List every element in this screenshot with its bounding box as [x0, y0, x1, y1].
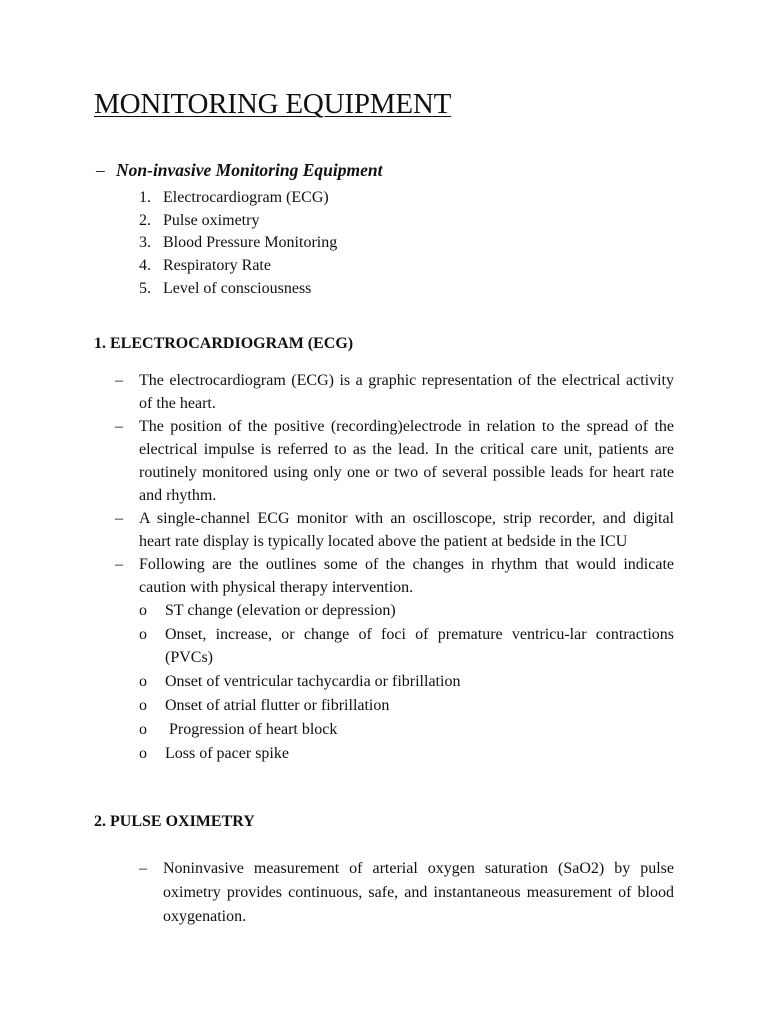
sub-list-item — [139, 742, 674, 765]
list-item — [139, 232, 337, 255]
circle-bullet-icon: o — [139, 745, 147, 762]
sub-list-text: Onset of ventricular tachycardia or fibrillation — [165, 673, 461, 690]
list-item — [139, 278, 337, 301]
circle-bullet-icon: o — [139, 697, 147, 714]
bullet-text: The electrocardiogram (ECG) is a graphic representation of the electrical activity of the heart. — [139, 372, 674, 412]
sub-list-text: Progression of heart block — [165, 721, 338, 738]
ecg-bullet-list — [115, 369, 674, 766]
circle-bullet-icon: o — [139, 673, 147, 690]
list-number: 4. — [139, 257, 151, 275]
list-number: 3. — [139, 234, 151, 252]
list-item — [139, 255, 337, 278]
sub-list-item — [139, 694, 674, 717]
bullet-text: Following are the outlines some of the changes in rhythm that would indicate caution with physical therapy intervention. — [139, 556, 674, 596]
bullet-item — [115, 553, 674, 765]
subheading-text: Non-invasive Monitoring Equipment — [116, 160, 383, 180]
list-text: Respiratory Rate — [163, 257, 271, 275]
list-item — [139, 187, 337, 210]
circle-bullet-icon: o — [139, 721, 147, 738]
list-item — [139, 210, 337, 233]
circle-bullet-icon: o — [139, 602, 147, 619]
circle-bullet-icon: o — [139, 626, 147, 643]
subheading-dash: – — [96, 160, 105, 180]
list-text: Pulse oximetry — [163, 211, 260, 229]
sub-list-text: Onset of atrial flutter or fibrillation — [165, 697, 390, 714]
bullet-text: Noninvasive measurement of arterial oxygen saturation (SaO2) by pulse oximetry provides continuous, safe, and instantaneous measurement of blood oxygenation. — [163, 860, 674, 925]
sub-list-item — [139, 718, 674, 741]
page-title: MONITORING EQUIPMENT — [94, 88, 452, 120]
sub-list-text: Onset, increase, or change of foci of premature ventricu-lar contractions (PVCs) — [165, 626, 674, 666]
sub-list-item — [139, 623, 674, 669]
section-heading-pulse-oximetry: 2. PULSE OXIMETRY — [94, 813, 255, 830]
bullet-item — [115, 507, 674, 553]
sub-list-item — [139, 599, 674, 622]
subheading — [96, 160, 382, 181]
bullet-dash: – — [115, 556, 123, 573]
sub-list-text: ST change (elevation or depression) — [165, 602, 396, 619]
list-text: Level of consciousness — [163, 279, 312, 297]
numbered-list — [139, 187, 337, 301]
list-number: 2. — [139, 211, 151, 229]
bullet-dash: – — [115, 372, 123, 389]
pulse-oximetry-bullet-list — [139, 857, 674, 929]
bullet-dash: – — [115, 510, 123, 527]
bullet-text: A single-channel ECG monitor with an oscilloscope, strip recorder, and digital heart rate display is typically located above the patient at bedside in the ICU — [139, 510, 674, 550]
bullet-item — [115, 415, 674, 507]
section-heading-ecg: 1. ELECTROCARDIOGRAM (ECG) — [94, 335, 354, 352]
list-text: Electrocardiogram (ECG) — [163, 189, 329, 206]
sub-list-item — [139, 670, 674, 693]
bullet-text: The position of the positive (recording)electrode in relation to the spread of the electrical impulse is referred to as the lead. In the critical care unit, patients are routinely monitored using only one or two of several possible leads for heart rate and rhythm. — [139, 418, 674, 504]
bullet-item — [115, 369, 674, 415]
list-number: 1. — [139, 189, 151, 206]
rhythm-change-list — [139, 599, 674, 765]
list-number: 5. — [139, 279, 151, 297]
list-text: Blood Pressure Monitoring — [163, 234, 338, 252]
bullet-item — [139, 857, 674, 929]
bullet-dash: – — [139, 860, 147, 877]
bullet-dash: – — [115, 418, 123, 435]
sub-list-text: Loss of pacer spike — [165, 745, 289, 762]
